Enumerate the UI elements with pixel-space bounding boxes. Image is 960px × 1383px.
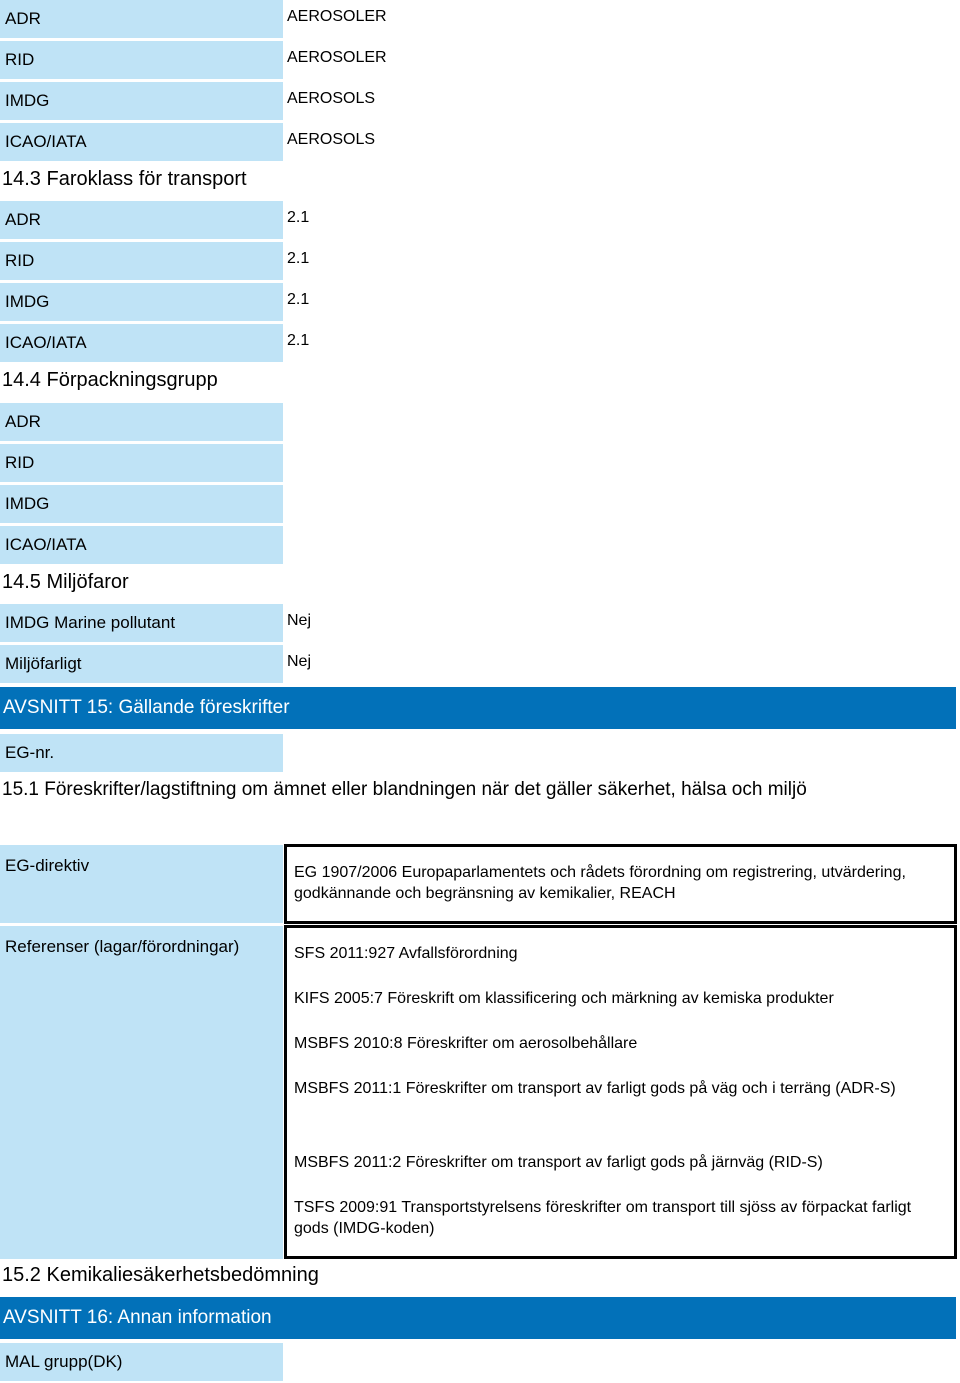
row-value: AEROSOLER [287, 8, 387, 25]
table-row [0, 526, 283, 564]
row-label: IMDG [5, 91, 50, 110]
row-value: AEROSOLER [287, 49, 387, 66]
table-row [0, 123, 283, 161]
row-label: ADR [5, 9, 41, 28]
row-label: ICAO/IATA [5, 132, 87, 151]
row-label: EG-direktiv [5, 856, 90, 875]
subsection-heading: 14.4 Förpackningsgrupp [2, 369, 218, 391]
eg-directive-label-cell [0, 845, 283, 923]
row-value: 2.1 [287, 291, 310, 308]
table-row [0, 604, 283, 642]
row-label: IMDG [5, 494, 50, 513]
eg-directive-text: EG 1907/2006 Europaparlamentets och rådets förordning om registrering, utvärdering, godkännande och begränsning av kemikalier, REACH [294, 864, 906, 902]
table-row [0, 444, 283, 482]
row-value: Nej [287, 612, 312, 629]
section-banner [0, 1297, 956, 1339]
row-label: RID [5, 251, 35, 270]
table-row [0, 403, 283, 441]
table-row [0, 1343, 283, 1381]
reference-item: KIFS 2005:7 Föreskrift om klassificering och märkning av kemiska produkter [294, 990, 834, 1007]
section-banner [0, 687, 956, 729]
row-value: Nej [287, 653, 312, 670]
reference-item: TSFS 2009:91 Transportstyrelsens föreskrifter om transport till sjöss av förpackat farligt gods (IMDG-koden) [294, 1199, 912, 1237]
row-label: IMDG Marine pollutant [5, 613, 176, 632]
row-label: ADR [5, 412, 41, 431]
row-label: ADR [5, 210, 41, 229]
row-label: Referenser (lagar/förordningar) [5, 937, 240, 956]
subsection-heading: 15.2 Kemikaliesäkerhetsbedömning [2, 1264, 319, 1286]
references-label-cell [0, 926, 283, 1259]
row-label: ICAO/IATA [5, 535, 87, 554]
row-value: 2.1 [287, 332, 310, 349]
row-label: EG-nr. [5, 743, 55, 762]
table-row [0, 283, 283, 321]
row-value: 2.1 [287, 209, 310, 226]
reference-item: MSBFS 2010:8 Föreskrifter om aerosolbehållare [294, 1035, 638, 1052]
row-label: RID [5, 50, 35, 69]
table-row [0, 645, 283, 683]
table-row [0, 485, 283, 523]
row-value: 2.1 [287, 250, 310, 267]
table-row [0, 242, 283, 280]
subsection-heading: 15.1 Föreskrifter/lagstiftning om ämnet eller blandningen när det gäller säkerhet, hälsa och miljö [2, 779, 807, 800]
row-value: AEROSOLS [287, 90, 376, 107]
subsection-heading: 14.5 Miljöfaror [2, 571, 129, 593]
subsection-heading: 14.3 Faroklass för transport [2, 168, 247, 190]
reference-item: SFS 2011:927 Avfallsförordning [294, 945, 518, 962]
table-row [0, 201, 283, 239]
row-label: RID [5, 453, 35, 472]
table-row [0, 41, 283, 79]
row-label: ICAO/IATA [5, 333, 87, 352]
row-label: IMDG [5, 292, 50, 311]
table-row [0, 82, 283, 120]
table-row [0, 0, 283, 38]
section-title: AVSNITT 15: Gällande föreskrifter [3, 697, 290, 718]
eg-directive-box [284, 844, 957, 924]
table-row [0, 734, 283, 772]
row-label: MAL grupp(DK) [5, 1352, 123, 1371]
row-label: Miljöfarligt [5, 654, 82, 673]
reference-item: MSBFS 2011:2 Föreskrifter om transport av farligt gods på järnväg (RID-S) [294, 1154, 823, 1171]
table-row [0, 324, 283, 362]
row-value: AEROSOLS [287, 131, 376, 148]
reference-item: MSBFS 2011:1 Föreskrifter om transport av farligt gods på väg och i terräng (ADR-S) [294, 1080, 896, 1097]
references-box [284, 925, 957, 1259]
section-title: AVSNITT 16: Annan information [3, 1307, 272, 1328]
